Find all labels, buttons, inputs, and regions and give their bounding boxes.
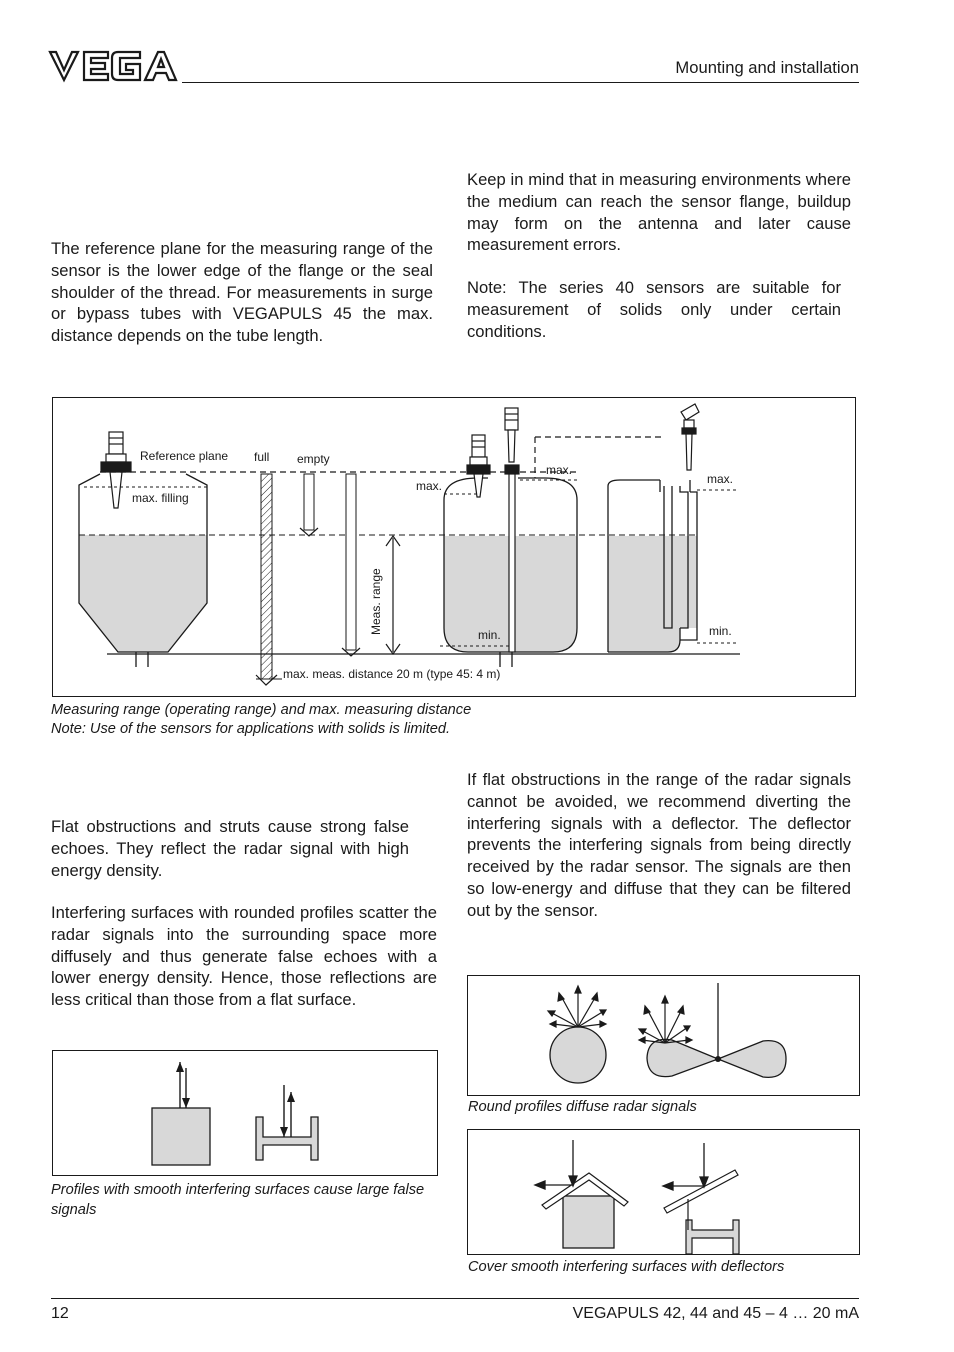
figure-caption-line2: Note: Use of the sensors for applications with solids is limited. [51, 721, 451, 737]
i-beam-deflected [686, 1220, 739, 1254]
header-rule [182, 82, 859, 83]
measuring-range-figure [52, 397, 856, 697]
solids-note-paragraph: Note: The series 40 sensors are suitable for measurement of solids only under certain conditions. [467, 278, 841, 341]
footer-product: VEGAPULS 42, 44 and 45 – 4 … 20 mA [572, 1305, 859, 1322]
deflector-paragraph: If flat obstructions in the range of the radar signals cannot be avoided, we recommend diverting the interfering signals with a deflector. The deflector prevents the interfering signals from being directly received by the radar sensor. The signals are then so low-energy and diffuse that they can be filtered out by the sensor. [467, 770, 851, 920]
deflectors-figure [467, 1129, 860, 1255]
measuring-range-diagram [53, 398, 855, 696]
bypass-medium [664, 536, 672, 626]
empty-label: empty [297, 452, 330, 466]
sensor3-icon [681, 404, 699, 470]
min-label-2: min. [709, 624, 732, 638]
deflectors-caption: Cover smooth interfering surfaces with deflectors [468, 1259, 785, 1275]
section-title: Mounting and installation [675, 58, 859, 77]
max-filling-label: max. filling [132, 491, 189, 505]
max-distance-label: max. meas. distance 20 m (type 45: 4 m) [283, 667, 501, 681]
lobe-left [647, 1039, 718, 1076]
round-profile [550, 1027, 606, 1083]
flat-profiles-figure [52, 1050, 438, 1176]
max-label-1: max. [416, 479, 443, 493]
figure-caption-line1: Measuring range (operating range) and max. measuring distance [51, 702, 472, 718]
min-label-1: min. [478, 628, 501, 642]
page-number: 12 [51, 1305, 69, 1322]
rounded-profiles-paragraph: Interfering surfaces with rounded profiles scatter the radar signals into the surrounding space more diffusely and thus generate false echoes with a lower energy density. Hence, those reflections are less critical than those from a flat surface. [51, 903, 437, 1010]
flat-obstructions-paragraph: Flat obstructions and struts cause strong false echoes. They reflect the radar signal with high energy density. [51, 817, 409, 880]
tank1-medium [79, 535, 207, 652]
buildup-paragraph: Keep in mind that in measuring environments where the medium can reach the sensor flange, buildup may form on the antenna and later cause measurement errors. [467, 170, 851, 255]
footer-rule [51, 1298, 859, 1299]
tank3-medium [608, 536, 697, 652]
max-label-3: max. [707, 472, 734, 486]
reference-plane-label: Reference plane [140, 449, 229, 463]
sensor2-icon [467, 435, 490, 497]
max-label-2: max. [546, 463, 573, 477]
sensor1-icon [101, 432, 131, 508]
i-beam-profile [256, 1117, 318, 1160]
meas-range-label: Meas. range [369, 568, 383, 635]
box-profile [563, 1196, 614, 1248]
full-label: full [254, 450, 270, 464]
lobe-right [718, 1041, 786, 1078]
round-profiles-figure [467, 975, 860, 1096]
vega-logo [48, 46, 178, 86]
square-profile [152, 1108, 210, 1165]
reference-plane-paragraph: The reference plane for the measuring range of the sensor is the lower edge of the flange or the seal shoulder of the thread. For measurements in surge or bypass tubes with VEGAPULS 45 the max. distance depends on the tube length. [51, 239, 433, 346]
round-profiles-caption: Round profiles diffuse radar signals [468, 1099, 697, 1115]
flat-profiles-caption: Profiles with smooth interfering surfaces cause large false signals [51, 1182, 425, 1218]
